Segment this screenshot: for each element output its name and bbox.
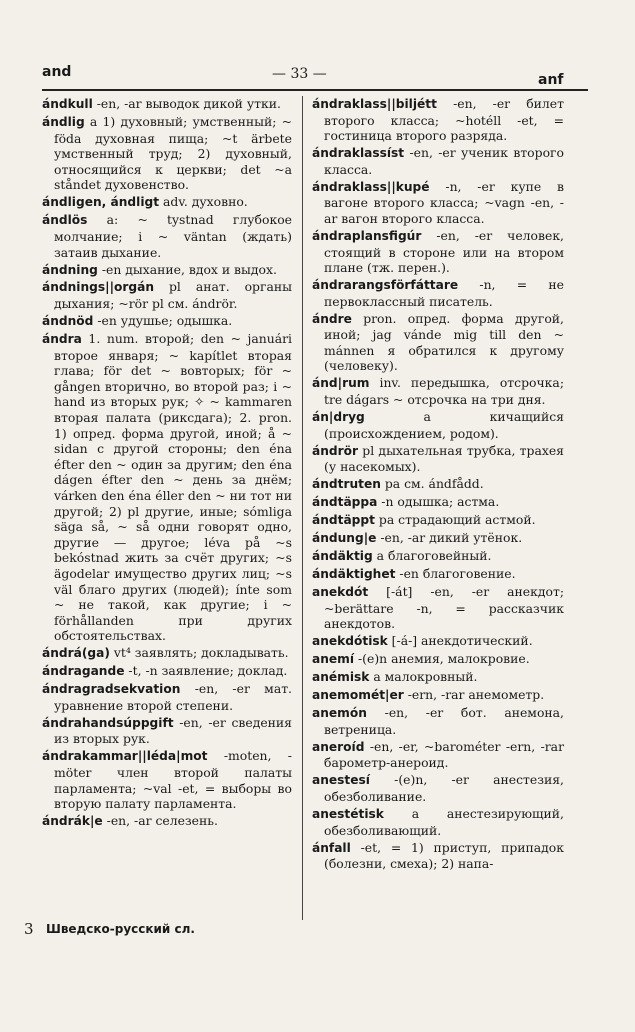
entry xyxy=(312,494,564,511)
entry-text: -en, -er сведения из вторых рук. xyxy=(54,714,292,747)
entry xyxy=(42,331,292,644)
headword: ándkull xyxy=(42,97,93,111)
entry xyxy=(42,194,292,211)
entry-text: -en удушье; одышка. xyxy=(93,313,233,329)
headword: anestétisk xyxy=(312,806,384,821)
entry-text: -n одышка; астма. xyxy=(377,494,500,510)
headword: anekdótisk xyxy=(312,634,388,649)
entry xyxy=(312,566,564,583)
entry-text: inv. передышка, отсрочка; tre dágars ~ отсрочка на три дня. xyxy=(324,375,564,408)
headword: ándre xyxy=(312,311,352,326)
headword: ándraklass||kupé xyxy=(312,179,430,194)
headword: ándtäppt xyxy=(312,513,375,528)
entry-text: vt⁴ заявлять; докладывать. xyxy=(109,645,289,661)
headword: aneroíd xyxy=(312,739,365,754)
entry xyxy=(42,663,292,680)
entry-text: a 1) духовный; умственный; ~ föda духовная пища; ~t ärbete умственный труд; 2) духовный, относящийся к церкви; det ~a ståndet духовенство. xyxy=(54,113,292,193)
entry-text: -en, -ar выводок дикой утки. xyxy=(92,96,281,111)
entry xyxy=(312,476,564,493)
headword: ándung|e xyxy=(312,531,377,546)
entry xyxy=(312,687,564,704)
entry-text: -n, -er купе в вагоне второго класса; ~vagn -en, -ar вагон второго класса. xyxy=(324,178,564,226)
entry xyxy=(312,651,564,668)
entry xyxy=(312,145,564,177)
entry-text: -en, -ar дикий утёнок. xyxy=(376,530,523,546)
entry xyxy=(42,262,292,279)
headword: ándning xyxy=(42,262,98,277)
entry-text: -en, -er мат. уравнение второй степени. xyxy=(54,681,292,713)
page-number: — 33 — xyxy=(272,66,327,82)
entry-text: -(e)n анемия, малокровие. xyxy=(354,651,530,667)
header-rule xyxy=(42,89,588,91)
headword: ándlig xyxy=(42,114,85,129)
entry-text: a благоговейный. xyxy=(372,548,492,564)
headword: ándragande xyxy=(42,664,125,679)
headword: ándrakammar||léda|mot xyxy=(42,749,208,764)
entry xyxy=(312,739,564,771)
right-column xyxy=(312,96,564,873)
entry-text: pl анат. органы дыхания; ~rör pl см. ándrör. xyxy=(54,279,292,312)
entry-text: -(e)n, -er анестезия, обезболивание. xyxy=(324,772,564,804)
entry-text: 1. num. второй; den ~ januári второе января; ~ kapítlet вторая глава; för det ~ вовторых; för ~ gången вторично, во второй раз; i ~ hand из вторых рук; ✧ ~ kammaren вторая палата (риксдага); 2. pron. 1) опред. форма другой, иной; å ~ sidan с другой стороны; den éna éfter den ~ один за другим; den éna dágen éfter den ~ день за днём; várken den éna éller den ~ ни тот ни другой; 2) pl другие, иные; sómliga säga så, ~ så одни говорят одно, другие — другое; léva på ~s bekóstnad жить за счёт других; ~s ägodelar имущество других лиц; ~s väl благо других (людей); ínte som ~ не такой, как другие; i ~ förhållanden при других обстоятельствах. xyxy=(54,331,292,644)
entry xyxy=(312,409,564,441)
entry xyxy=(312,806,564,838)
entry xyxy=(312,584,564,632)
entry xyxy=(312,277,564,309)
entry-text: -t, -n заявление; доклад. xyxy=(124,663,288,679)
headword: anemí xyxy=(312,652,355,667)
entry xyxy=(312,705,564,737)
entry xyxy=(42,279,292,311)
entry xyxy=(312,311,564,374)
entry xyxy=(42,681,292,713)
left-column xyxy=(42,96,292,831)
entry xyxy=(312,443,564,475)
entry-text: -en, -er ученик второго класса. xyxy=(324,145,564,177)
headword: ándligen, ándligt xyxy=(42,195,160,210)
entry-text: -moten, -möter член второй палаты парламента; ~val -et, = выборы во вторую палату парламента. xyxy=(54,748,292,812)
headword: ánd|rum xyxy=(312,376,370,391)
headword: anestesí xyxy=(312,773,370,788)
headword: ándrá(ga) xyxy=(42,646,110,661)
headword: ándraplansfigúr xyxy=(312,228,422,243)
entry-text: -en, -er, ~barométer -ern, -rar барометр-анероид. xyxy=(324,738,564,771)
entry xyxy=(312,772,564,804)
entry-text: -en, -ar селезень. xyxy=(102,813,218,829)
entry-text: -et, = 1) приступ, припадок (болезни, смеха); 2) напа- xyxy=(324,839,564,872)
entry-text: pa страдающий астмой. xyxy=(374,512,536,528)
entry xyxy=(42,813,292,830)
headword: ándraklassíst xyxy=(312,146,405,161)
headword: ándäktighet xyxy=(312,567,396,582)
entry xyxy=(312,669,564,686)
headword: ándragradsekvation xyxy=(42,682,181,697)
column-divider xyxy=(302,96,303,920)
left-guide-word: and xyxy=(42,64,72,80)
entry xyxy=(42,748,292,811)
entry-text: -en, -er билет второго класса; ~hotéll -et, = гостиница второго разряда. xyxy=(324,96,564,144)
entry-text: -en, -er человек, стоящий в стороне или на втором плане (тж. перен.). xyxy=(324,227,564,276)
entry-text: a малокровный. xyxy=(369,669,478,685)
entry xyxy=(312,512,564,529)
entry xyxy=(42,212,292,260)
headword: ándrör xyxy=(312,443,359,458)
headword: ándäktig xyxy=(312,549,373,564)
entry-text: adv. духовно. xyxy=(159,194,248,210)
headword: ándnöd xyxy=(42,314,94,329)
entry-text: pron. опред. форма другой, иной; jag vánde mig till den ~ mánnen я обратился к другому (человеку). xyxy=(324,310,564,374)
headword: anemomét|er xyxy=(312,688,404,703)
entry-text: -ern, -rar анемометр. xyxy=(403,687,545,703)
entry xyxy=(312,228,564,276)
entry-text: a: ~ tystnad глубокое молчание; i ~ väntan (ждать) затаив дыхание. xyxy=(54,212,292,260)
entry-text: a кичащийся (происхождением, родом). xyxy=(324,409,564,441)
entry-text: pl дыхательная трубка, трахея (у насекомых). xyxy=(324,442,564,475)
entry xyxy=(42,715,292,747)
entry xyxy=(312,375,564,407)
entry-text: -en благоговение. xyxy=(395,566,516,582)
entry xyxy=(312,548,564,565)
headword: ándra xyxy=(42,332,82,347)
headword: ándrahandsúppgift xyxy=(42,715,174,730)
entry xyxy=(42,96,292,113)
entry-text: -en, -er бот. анемона, ветреница. xyxy=(324,705,564,737)
headword: ándrarangsförfáttare xyxy=(312,278,459,293)
headword: anemón xyxy=(312,706,367,721)
entry xyxy=(312,840,564,872)
entry-text: [-á-] анекдотический. xyxy=(387,633,533,649)
entry-text: [-át] -en, -er анекдот; ~berättare -n, = рассказчик анекдотов. xyxy=(324,584,564,632)
headword: ándrák|e xyxy=(42,814,103,829)
entry xyxy=(312,530,564,547)
signature-text: Шведско-русский сл. xyxy=(46,922,195,936)
headword: ándnings||orgán xyxy=(42,280,155,295)
entry xyxy=(312,96,564,144)
headword: ándlös xyxy=(42,213,88,228)
headword: anémisk xyxy=(312,670,370,685)
headword: anekdót xyxy=(312,585,369,600)
entry xyxy=(42,313,292,330)
entry xyxy=(312,179,564,227)
entry xyxy=(42,114,292,193)
headword: ánfall xyxy=(312,840,351,855)
headword: ándraklass||biljétt xyxy=(312,97,437,111)
headword: ándtäppa xyxy=(312,495,378,510)
entry xyxy=(42,645,292,662)
right-guide-word: anf xyxy=(538,72,564,88)
entry xyxy=(312,633,564,650)
headword: ándtruten xyxy=(312,477,381,492)
signature-number: 3 xyxy=(24,920,34,938)
headword: án|dryg xyxy=(312,410,365,425)
entry-text: a анестезирующий, обезболивающий. xyxy=(324,805,564,838)
entry-text: -en дыхание, вдох и выдох. xyxy=(97,261,277,277)
entry-text: -n, = не первоклассный писатель. xyxy=(324,277,564,309)
entry-text: pa см. ándfådd. xyxy=(380,476,484,492)
